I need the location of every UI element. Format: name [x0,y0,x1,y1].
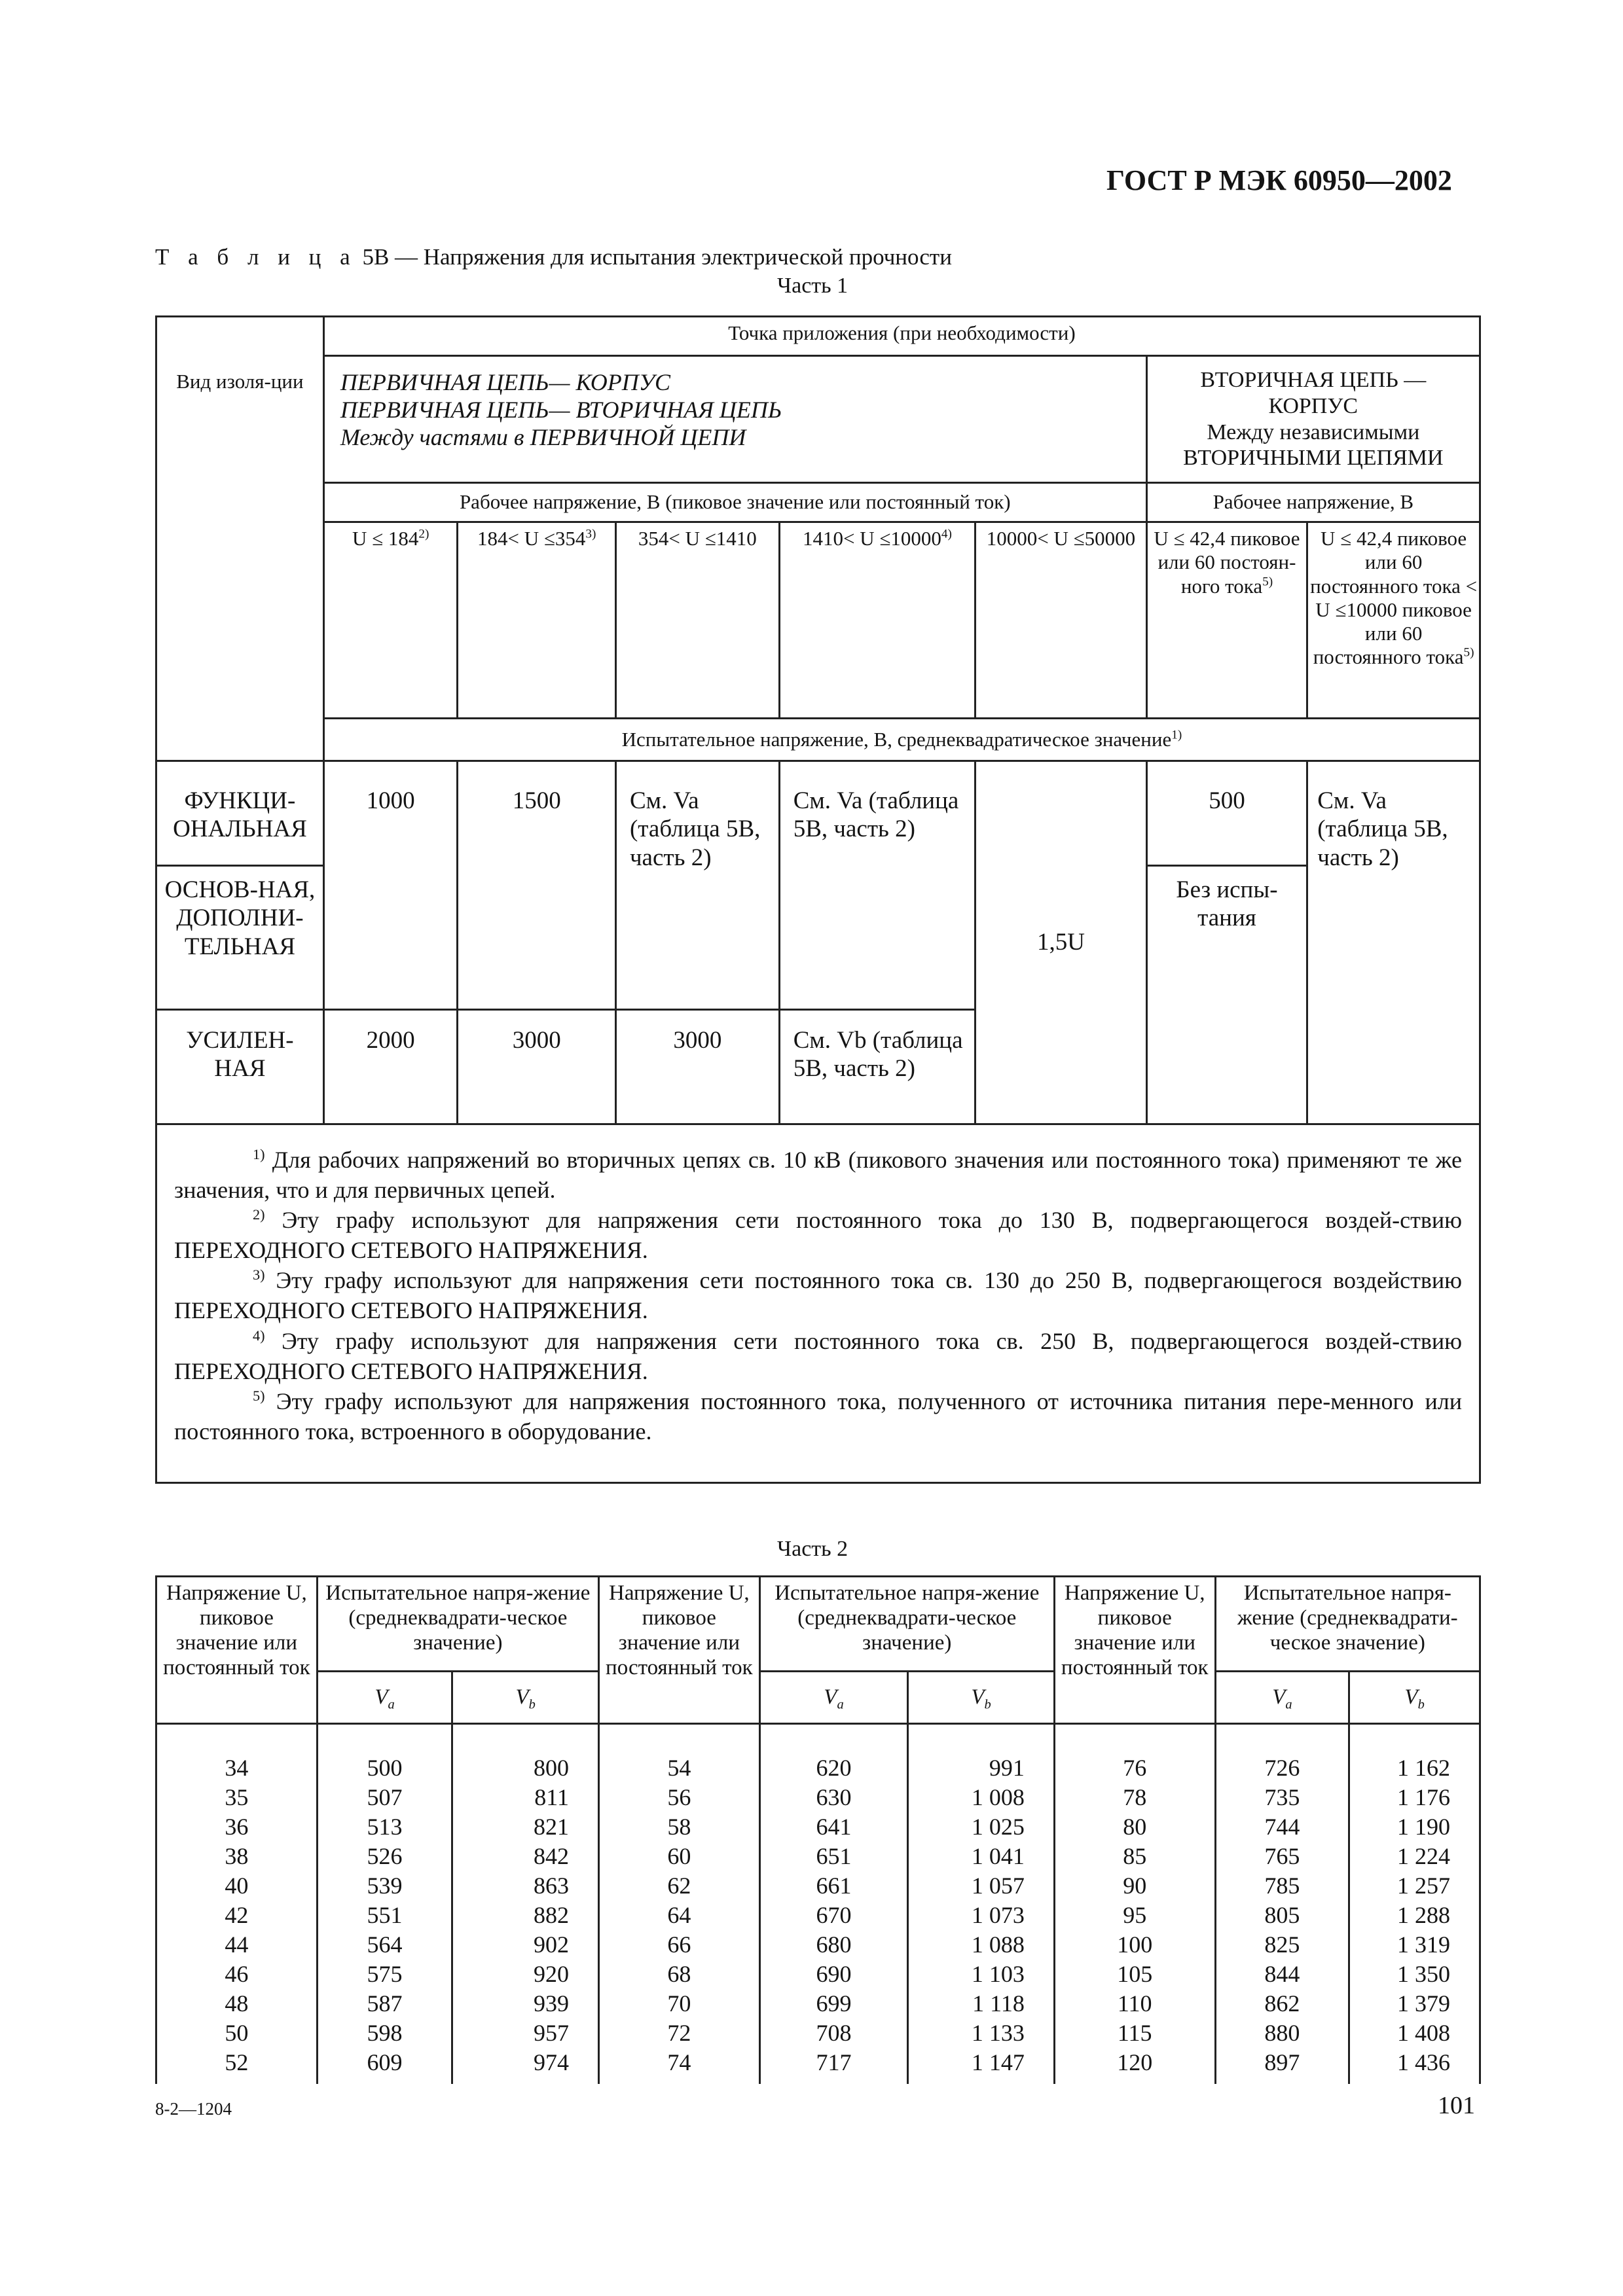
table-part1 [155,315,1481,1484]
row-fb-v3: См. Va (таблица 5В, часть 2) [615,761,779,1010]
table-row [156,1842,1480,1871]
p2-cell-va-1: 609 [317,2048,452,2084]
primary-circuit-header [323,356,1146,483]
p2-cell-va-2: 641 [759,1812,908,1842]
p2-cell-va-3: 726 [1215,1753,1349,1783]
p2-va-3: $V_a$ [1215,1672,1349,1724]
p2-cell-va-1: 587 [317,1989,452,2018]
p2-cell-va-2: 620 [759,1753,908,1783]
range-5: 10000< U ≤50000 [976,522,1146,719]
p2-cell-vb-2: 1 057 [908,1871,1055,1901]
page-number: 101 [1438,2092,1475,2119]
p2-cell-u-1: 35 [156,1783,318,1812]
p2-cell-va-3: 785 [1215,1871,1349,1901]
p2-cell-va-2: 651 [759,1842,908,1871]
p2-cell-u-1: 40 [156,1871,318,1901]
p2-cell-va-1: 526 [317,1842,452,1871]
row-all-v5: 1,5U [976,761,1146,1124]
table-row [156,1783,1480,1812]
p2-cell-vb-1: 939 [452,1989,599,2018]
p2-cell-vb-2: 1 008 [908,1783,1055,1812]
p2-col-voltage-1: Напряжение U, пиковое значение или постоянный ток [156,1577,318,1724]
p2-cell-vb-2: 1 041 [908,1842,1055,1871]
p2-cell-u-2: 68 [598,1960,759,1989]
p2-cell-vb-3: 1 257 [1349,1871,1480,1901]
p2-cell-vb-3: 1 319 [1349,1930,1480,1960]
p2-cell-u-2: 58 [598,1812,759,1842]
p2-cell-u-2: 66 [598,1930,759,1960]
p2-cell-u-3: 105 [1054,1960,1215,1989]
row-fb-v4: См. Va (таблица 5В, часть 2) [779,761,976,1010]
row-functional-s1: 500 [1146,761,1307,866]
p2-cell-u-2: 64 [598,1901,759,1930]
p2-cell-u-2: 54 [598,1753,759,1783]
p2-cell-u-3: 120 [1054,2048,1215,2084]
p2-cell-vb-1: 811 [452,1783,599,1812]
p2-cell-va-2: 661 [759,1871,908,1901]
p2-cell-u-1: 52 [156,2048,318,2084]
p2-cell-vb-1: 842 [452,1842,599,1871]
row-basic-s1: Без испы-тания [1146,866,1307,1124]
p2-cell-u-2: 72 [598,2018,759,2048]
secondary-line-2: Между независимыми [1207,420,1420,444]
p2-cell-va-2: 699 [759,1989,908,2018]
p2-cell-u-1: 34 [156,1753,318,1783]
p2-cell-va-2: 690 [759,1960,908,1989]
p2-cell-va-1: 564 [317,1930,452,1960]
secondary-line-3: ВТОРИЧНЫМИ ЦЕПЯМИ [1183,446,1444,471]
table-part2 [155,1575,1481,2084]
p2-vb-1: $V_b$ [452,1672,599,1724]
p2-cell-u-3: 115 [1054,2018,1215,2048]
table-row [156,2048,1480,2084]
p2-cell-vb-3: 1 436 [1349,2048,1480,2084]
p2-cell-u-2: 70 [598,1989,759,2018]
p2-cell-va-2: 670 [759,1901,908,1930]
p2-cell-u-3: 95 [1054,1901,1215,1930]
p2-cell-vb-3: 1 224 [1349,1842,1480,1871]
p2-vb-2: $V_b$ [908,1672,1055,1724]
p2-cell-vb-3: 1 350 [1349,1960,1480,1989]
secondary-circuit-header [1146,356,1480,483]
primary-line-2: ПЕРВИЧНАЯ ЦЕПЬ— ВТОРИЧНАЯ ЦЕПЬ [340,397,782,423]
row-reinforced-v1: 2000 [323,1010,458,1124]
p2-cell-vb-3: 1 162 [1349,1753,1480,1783]
p2-cell-vb-3: 1 190 [1349,1812,1480,1842]
note-5: $^{5)}$ Эту графу используют для напряжения постоянного тока, полученного от источника питания пере-менного или постоянного тока, встроенного в оборудование. [174,1387,1462,1444]
p2-cell-u-2: 60 [598,1842,759,1871]
range-4: $1410< U \le 10000^{4)}$ [779,522,976,719]
p2-cell-va-2: 717 [759,2048,908,2084]
test-voltage-header: Испытательное напряжение, В, среднеквадратическое значение$^{1)}$ [323,719,1480,761]
table-row [156,2018,1480,2048]
range-6: U ≤ 42,4 пиковое или 60 постоян-ного тока$^{5)}$ [1146,522,1307,719]
p2-cell-u-2: 74 [598,2048,759,2084]
p2-cell-vb-1: 920 [452,1960,599,1989]
p2-cell-u-3: 85 [1054,1842,1215,1871]
p2-cell-vb-3: 1 176 [1349,1783,1480,1812]
working-voltage-primary: Рабочее напряжение, В (пиковое значение или постоянный ток) [323,483,1146,522]
p2-cell-va-2: 708 [759,2018,908,2048]
p2-cell-u-3: 90 [1054,1871,1215,1901]
row-reinforced-v4: См. Vb (таблица 5В, часть 2) [779,1010,976,1124]
row-fb-v1: 1000 [323,761,458,1010]
note-4: $^{4)}$ Эту графу используют для напряжения сети постоянного тока св. 250 В, подвергающегося воздей-ствию ПЕРЕХОДНОГО СЕТЕВОГО НАПРЯЖЕНИЯ. [174,1327,1463,1384]
p2-cell-va-1: 598 [317,2018,452,2048]
table-row [156,1930,1480,1960]
p2-cell-va-1: 513 [317,1812,452,1842]
p2-cell-va-3: 897 [1215,2048,1349,2084]
p2-cell-vb-1: 882 [452,1901,599,1930]
table-row [156,1871,1480,1901]
p2-cell-va-2: 630 [759,1783,908,1812]
p2-cell-u-3: 110 [1054,1989,1215,2018]
p2-cell-u-1: 44 [156,1930,318,1960]
p2-cell-u-2: 62 [598,1871,759,1901]
range-7: U ≤ 42,4 пиковое или 60 постоянного тока < U ≤10000 пиковое или 60 постоянного тока$^{5)}$ [1307,522,1480,719]
p2-cell-vb-1: 800 [452,1753,599,1783]
p2-cell-vb-2: 1 103 [908,1960,1055,1989]
caption-label: Т а б л и ц а [155,244,357,270]
range-1: $U \le 184^{2)}$ [323,522,458,719]
p2-col-voltage-3: Напряжение U, пиковое значение или постоянный ток [1054,1577,1215,1724]
p2-cell-va-3: 735 [1215,1783,1349,1812]
p2-cell-va-3: 765 [1215,1842,1349,1871]
note-3: $^{3)}$ Эту графу используют для напряжения сети постоянного тока св. 130 до 250 В, подвергающегося воздействию ПЕРЕХОДНОГО СЕТЕВОГО НАПРЯЖЕНИЯ. [174,1266,1463,1324]
row-fb-v2: 1500 [458,761,615,1010]
p2-cell-u-2: 56 [598,1783,759,1812]
row-reinforced-v3: 3000 [615,1010,779,1124]
p2-cell-vb-2: 1 147 [908,2048,1055,2084]
p2-cell-u-1: 38 [156,1842,318,1871]
p2-cell-va-2: 680 [759,1930,908,1960]
p2-col-test-3: Испытательное напря-жение (среднеквадрати-ческое значение) [1215,1577,1480,1672]
caption-text: 5В — Напряжения для испытания электрической прочности [356,244,952,270]
p2-cell-vb-1: 957 [452,2018,599,2048]
row-reinforced-v2: 3000 [458,1010,615,1124]
primary-line-1: ПЕРВИЧНАЯ ЦЕПЬ— КОРПУС [340,369,670,395]
p2-cell-vb-1: 902 [452,1930,599,1960]
p2-cell-u-3: 76 [1054,1753,1215,1783]
p2-cell-va-1: 551 [317,1901,452,1930]
p2-cell-vb-2: 991 [908,1753,1055,1783]
p2-cell-va-3: 862 [1215,1989,1349,2018]
row-basic-name: ОСНОВ-НАЯ, ДОПОЛНИ-ТЕЛЬНАЯ [156,866,324,1010]
p2-cell-vb-2: 1 118 [908,1989,1055,2018]
table-caption [155,244,952,270]
p2-cell-u-3: 80 [1054,1812,1215,1842]
p2-cell-u-3: 100 [1054,1930,1215,1960]
p2-cell-u-3: 78 [1054,1783,1215,1812]
p2-cell-u-1: 36 [156,1812,318,1842]
p2-vb-3: $V_b$ [1349,1672,1480,1724]
p2-cell-va-1: 539 [317,1871,452,1901]
table-row [156,1753,1480,1783]
secondary-line-1: ВТОРИЧНАЯ ЦЕПЬ — КОРПУС [1200,368,1427,418]
print-code: 8-2—1204 [155,2099,232,2119]
table-row [156,1989,1480,2018]
p2-va-1: $V_a$ [317,1672,452,1724]
p2-cell-va-3: 744 [1215,1812,1349,1842]
part2-label: Часть 2 [777,1537,848,1561]
note-2: $^{2)}$ Эту графу используют для напряжения сети постоянного тока до 130 В, подвергающегося воздей-ствию ПЕРЕХОДНОГО СЕТЕВОГО НАПРЯЖЕНИЯ. [174,1206,1463,1264]
table-row [156,1901,1480,1930]
table-notes [156,1124,1480,1483]
p2-cell-vb-1: 974 [452,2048,599,2084]
standard-title: ГОСТ Р МЭК 60950—2002 [1106,164,1452,196]
p2-cell-vb-3: 1 379 [1349,1989,1480,2018]
range-3: 354< U ≤1410 [615,522,779,719]
range-2: $184< U \le 354^{3)}$ [458,522,615,719]
row-reinforced-name: УСИЛЕН-НАЯ [156,1010,324,1124]
p2-cell-u-1: 50 [156,2018,318,2048]
p2-va-2: $V_a$ [759,1672,908,1724]
row-functional-name: ФУНКЦИ-ОНАЛЬНАЯ [156,761,324,866]
p2-cell-u-1: 42 [156,1901,318,1930]
p2-cell-vb-2: 1 073 [908,1901,1055,1930]
p2-cell-vb-2: 1 133 [908,2018,1055,2048]
p2-cell-vb-2: 1 088 [908,1930,1055,1960]
application-point-header: Точка приложения (при необходимости) [323,317,1480,356]
p2-col-test-1: Испытательное напря-жение (среднеквадрати-ческое значение) [317,1577,598,1672]
p2-cell-va-1: 507 [317,1783,452,1812]
p2-cell-vb-1: 863 [452,1871,599,1901]
primary-line-3: Между частями в ПЕРВИЧНОЙ ЦЕПИ [340,424,746,451]
p2-cell-va-3: 880 [1215,2018,1349,2048]
p2-cell-va-3: 805 [1215,1901,1349,1930]
table-row [156,1960,1480,1989]
p2-cell-va-3: 825 [1215,1930,1349,1960]
p2-cell-va-1: 575 [317,1960,452,1989]
p2-col-voltage-2: Напряжение U, пиковое значение или постоянный ток [598,1577,759,1724]
p2-cell-vb-2: 1 025 [908,1812,1055,1842]
p2-cell-u-1: 48 [156,1989,318,2018]
p2-col-test-2: Испытательное напря-жение (среднеквадрати-ческое значение) [759,1577,1054,1672]
p2-cell-va-3: 844 [1215,1960,1349,1989]
p2-cell-vb-3: 1 288 [1349,1901,1480,1930]
insulation-type-header: Вид изоля-ции [156,317,324,761]
p2-cell-vb-1: 821 [452,1812,599,1842]
row-functional-s2: См. Va (таблица 5В, часть 2) [1307,761,1480,1124]
note-1: $^{1)}$ Для рабочих напряжений во вторичных цепях св. 10 кВ (пикового значения или постоянного тока) применяют те же значения, что и для первичных цепей. [174,1146,1463,1204]
table-row [156,1812,1480,1842]
part1-label: Часть 1 [777,274,848,298]
p2-cell-u-1: 46 [156,1960,318,1989]
p2-cell-va-1: 500 [317,1753,452,1783]
working-voltage-secondary: Рабочее напряжение, В [1146,483,1480,522]
p2-cell-vb-3: 1 408 [1349,2018,1480,2048]
